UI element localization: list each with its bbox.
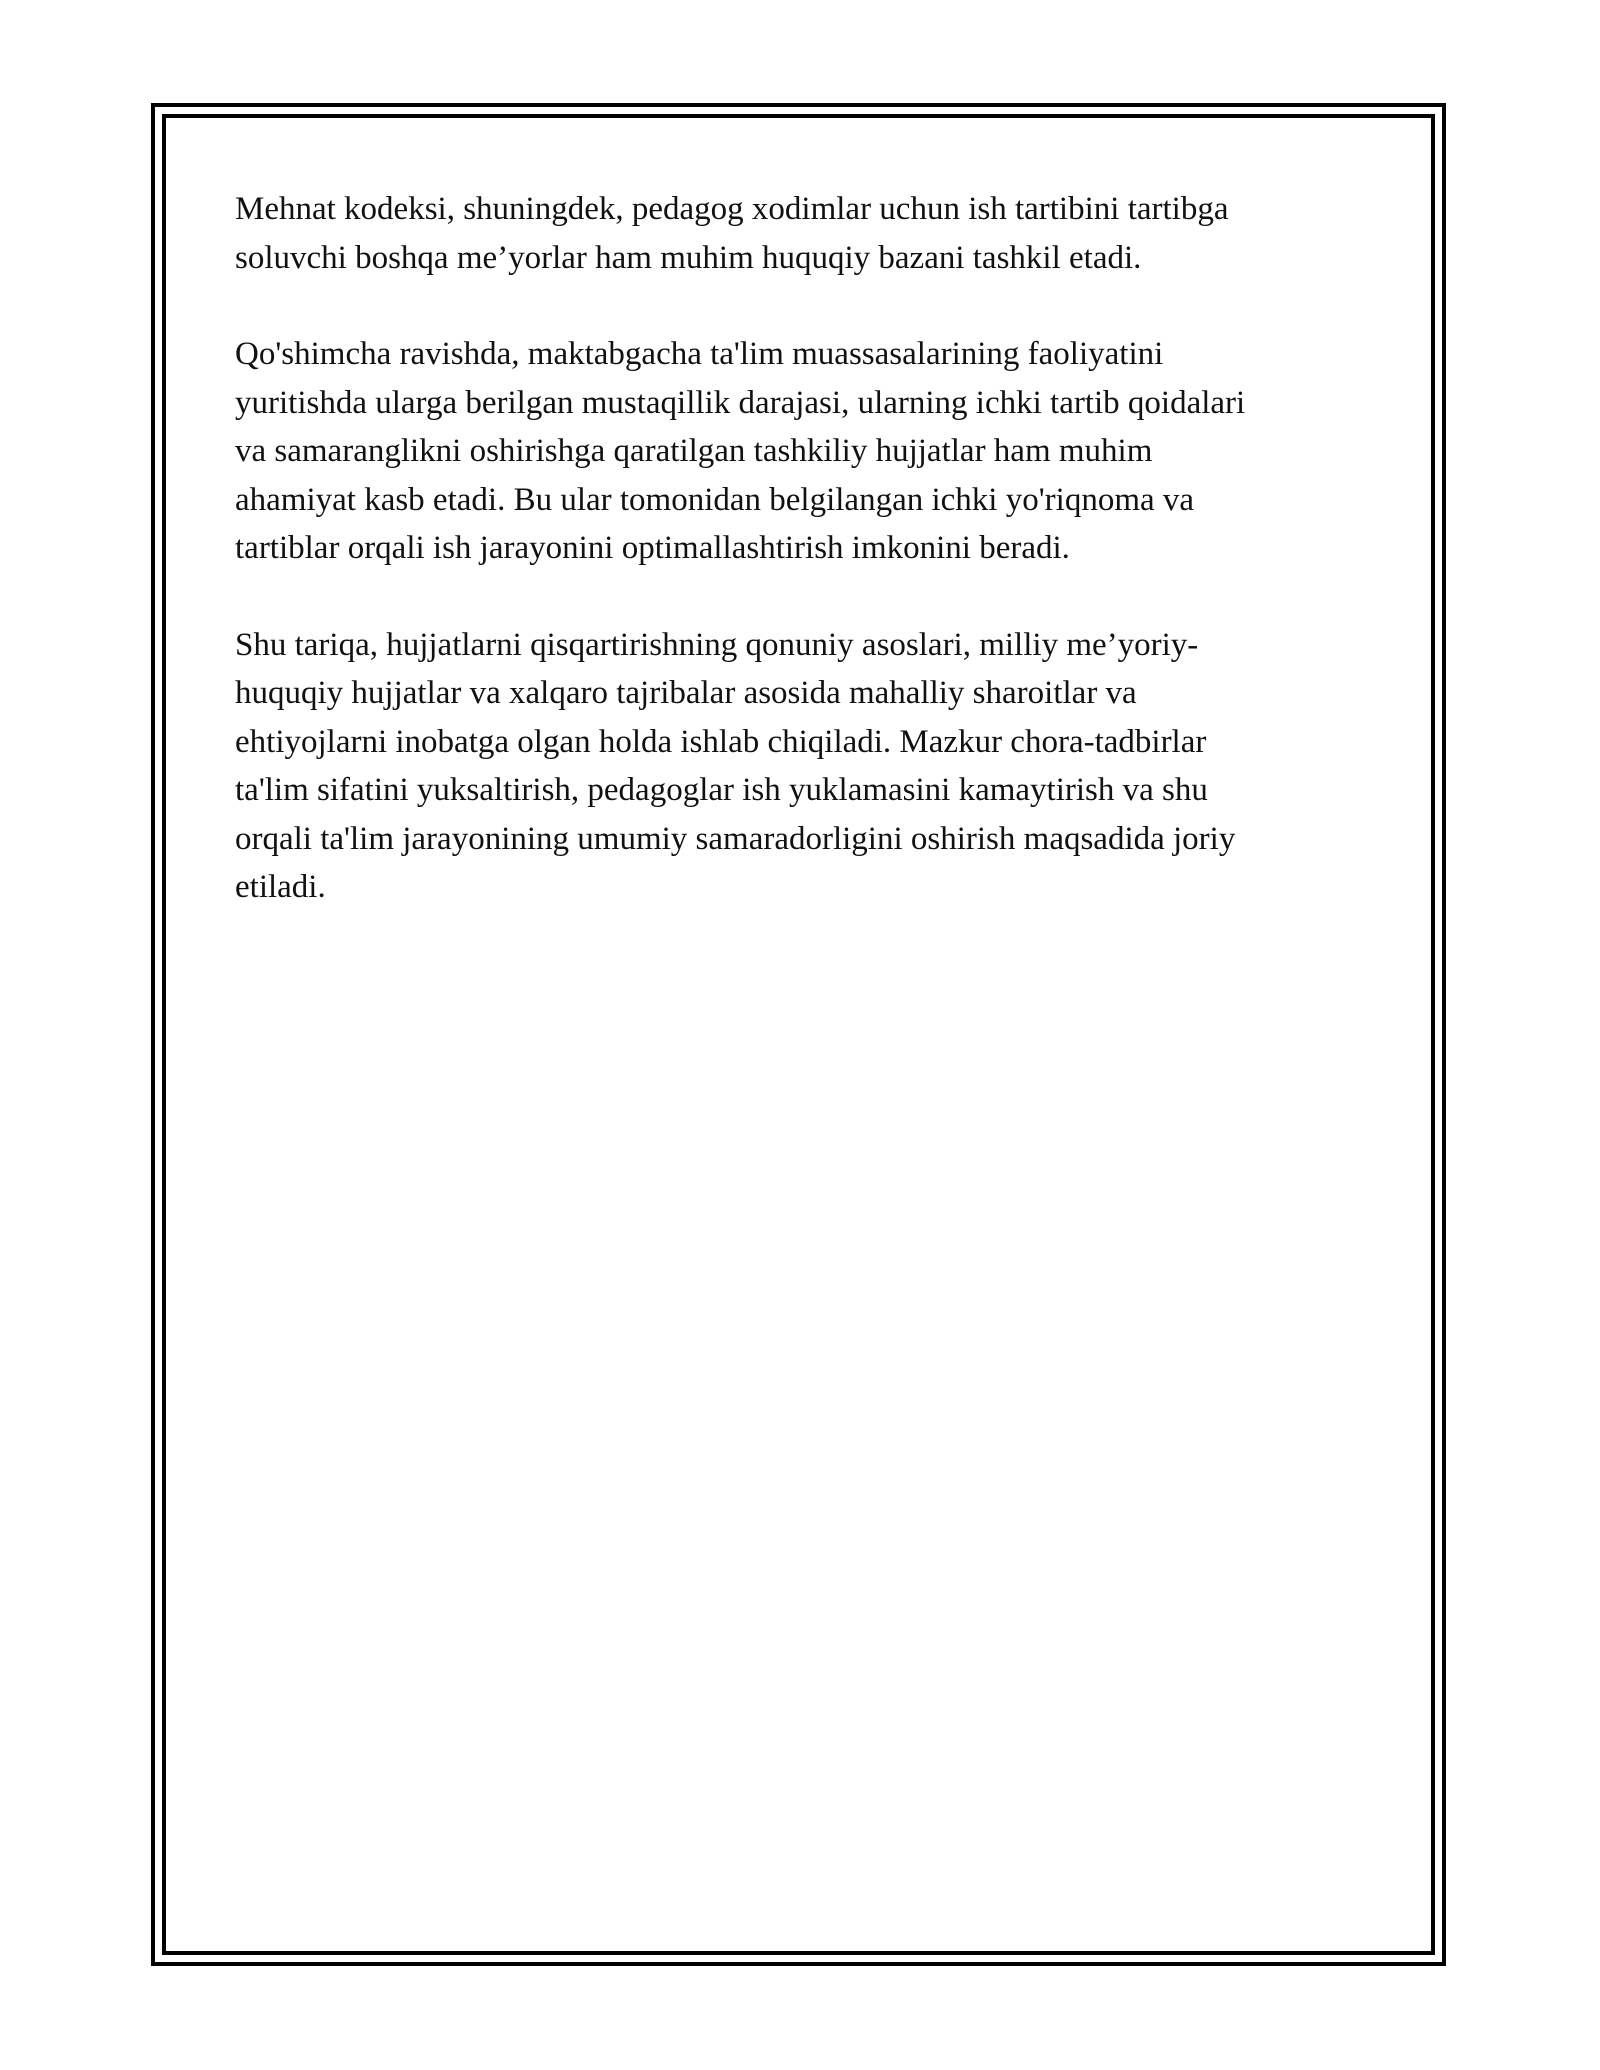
- paragraph-2-line-3: va samaranglikni oshirishga qaratilgan tashkiliy hujjatlar ham muhim: [235, 433, 1153, 469]
- paragraph-1-line-2: soluvchi boshqa me’yorlar ham muhim huquqiy bazani tashkil etadi.: [235, 239, 1142, 276]
- paragraph-3-line-3: ehtiyojlarni inobatga olgan holda ishlab chiqiladi. Mazkur chora-tadbirlar: [235, 723, 1207, 760]
- paragraph-3-line-5: orqali ta'lim jarayonining umumiy samaradorligini oshirish maqsadida joriy: [235, 820, 1236, 857]
- paragraph-3-line-6: etiladi.: [235, 869, 326, 905]
- paragraph-2: [235, 330, 1375, 573]
- paragraph-2-line-2: yuritishda ularga berilgan mustaqillik darajasi, ularning ichki tartib qoidalari: [235, 384, 1246, 421]
- paragraph-2-line-4: ahamiyat kasb etadi. Bu ular tomonidan belgilangan ichki yo'riqnoma va: [235, 481, 1195, 518]
- paragraph-2-line-5: tartiblar orqali ish jarayonini optimallashtirish imkonini beradi.: [235, 530, 1070, 566]
- paragraph-3-line-2: huquqiy hujjatlar va xalqaro tajribalar asosida mahalliy sharoitlar va: [235, 675, 1137, 711]
- paragraph-1: [235, 185, 1375, 282]
- paragraph-1-line-1: Mehnat kodeksi, shuningdek, pedagog xodimlar uchun ish tartibini tartibga: [235, 191, 1229, 227]
- paragraph-3: [235, 621, 1375, 912]
- document-body: [235, 185, 1375, 960]
- paragraph-3-line-1: Shu tariqa, hujjatlarni qisqartirishning qonuniy asoslari, milliy me’yoriy-: [235, 626, 1199, 663]
- paragraph-2-line-1: Qo'shimcha ravishda, maktabgacha ta'lim muassasalarining faoliyatini: [235, 336, 1164, 372]
- paragraph-3-line-4: ta'lim sifatini yuksaltirish, pedagoglar ish yuklamasini kamaytirish va shu: [235, 772, 1208, 808]
